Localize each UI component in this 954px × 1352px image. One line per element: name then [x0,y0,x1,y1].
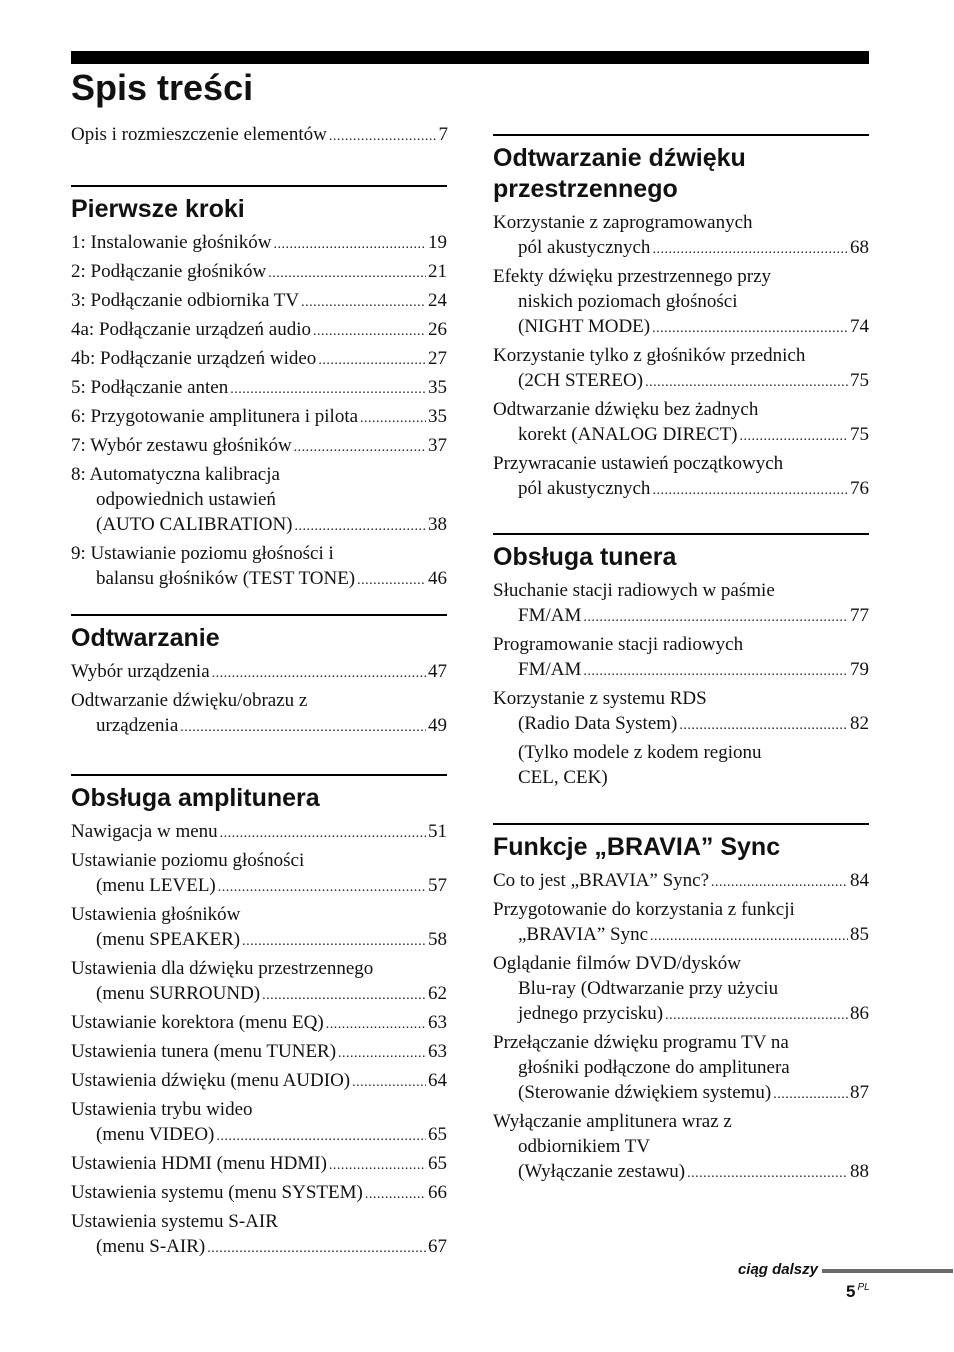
dot-leader [583,659,848,684]
dot-leader [318,348,426,373]
dot-leader [180,715,426,740]
intro-entry-block [71,122,448,149]
page-number-suffix: PL [857,1282,870,1294]
toc-entry-line: (Tylko modele z kodem regionu [518,742,762,763]
toc-page-number: 57 [428,875,447,896]
toc-page-number: 63 [428,1041,447,1062]
toc-entry [71,1039,447,1066]
toc-entry-line: Wybór urządzenia [71,661,210,682]
page-number [846,1282,870,1302]
toc-page-number: 46 [428,568,447,589]
toc-entry [71,230,447,257]
dot-leader [583,605,848,630]
toc-page-number: 65 [428,1153,447,1174]
toc-entry-line: (menu SURROUND) [96,983,261,1004]
section-heading: Pierwsze kroki [71,195,245,223]
toc-entry-line: (menu S-AIR) [96,1236,206,1257]
dot-leader [740,424,848,449]
dot-leader [665,1003,848,1028]
toc-entry [71,688,447,740]
toc-entry [71,433,447,460]
toc-entry [71,259,447,286]
toc-entry-line: (NIGHT MODE) [518,316,651,337]
dot-leader [274,232,426,257]
toc-entry-line: (menu SPEAKER) [96,929,241,950]
toc-page-number: 37 [428,435,447,456]
dot-leader [294,435,426,460]
dot-leader [650,924,848,949]
page-title: Spis treści [71,67,254,108]
toc-entry [71,1180,447,1207]
dot-leader [207,1236,426,1261]
dot-leader [220,821,426,846]
toc-page-number: 87 [850,1082,869,1103]
dot-leader [360,406,426,431]
toc-page-number: 62 [428,983,447,1004]
toc-entry-line: (2CH STEREO) [518,370,644,391]
dot-leader [365,1182,426,1207]
toc-entry-line: Przygotowanie do korzystania z funkcji [493,899,795,920]
toc-entry-line: Wyłączanie amplitunera wraz z [493,1111,732,1132]
toc-entry-line: Słuchanie stacji radiowych w paśmie [493,580,775,601]
dot-leader [329,124,437,149]
toc-page-number: 49 [428,715,447,736]
toc-entry-line: (AUTO CALIBRATION) [96,514,293,535]
toc-entry [493,897,869,949]
toc-page-number: 35 [428,377,447,398]
toc-entry-line: „BRAVIA” Sync [518,924,649,945]
toc-entry-line: pól akustycznych [518,237,651,258]
toc-page-number: 24 [428,290,447,311]
continued-label: ciąg dalszy [737,1261,818,1278]
toc-entry [71,1010,447,1037]
dot-leader [652,237,848,262]
toc-entry-line: Co to jest „BRAVIA” Sync? [493,870,710,891]
toc-entry [493,578,869,630]
section-heading: Obsługa amplitunera [71,784,320,812]
dot-leader [295,514,427,539]
toc-page-number: 47 [428,661,447,682]
toc-entry-line: Przełączanie dźwięku programu TV na [493,1032,789,1053]
toc-entry [493,1030,869,1107]
toc-entry [71,956,447,1008]
dot-leader [773,1082,848,1107]
toc-page-number: 64 [428,1070,447,1091]
toc-entry-line: Ustawienia głośników [71,904,241,925]
dot-leader [652,478,848,503]
toc-entry-line: Ustawienia HDMI (menu HDMI) [71,1153,327,1174]
toc-entry-line: Korzystanie z zaprogramowanych [493,212,753,233]
toc-entry-line: Blu-ray (Odtwarzanie przy użyciu [518,978,779,999]
toc-page-number: 66 [428,1182,447,1203]
toc-entry-line: (menu VIDEO) [96,1124,215,1145]
toc-entry-line: jednego przycisku) [518,1003,664,1024]
dot-leader [329,1153,426,1178]
toc-entry-line: (Wyłączanie zestawu) [518,1161,686,1182]
toc-entry [493,632,869,684]
toc-page-number: 85 [850,924,869,945]
section-dzwiek-przestrzenny [493,134,869,503]
toc-entry-line: Korzystanie z systemu RDS [493,688,707,709]
toc-page-number: 27 [428,348,447,369]
toc-page-number: 75 [850,424,869,445]
toc-entry-line: 8: Automatyczna kalibracja [71,464,280,485]
toc-entry [493,740,869,790]
dot-leader [262,983,426,1008]
dot-leader [687,1161,848,1186]
toc-entry-line: (Radio Data System) [518,713,678,734]
dot-leader [357,568,426,593]
dot-leader [352,1070,426,1095]
toc-entry-line: 4b: Podłączanie urządzeń wideo [71,348,317,369]
toc-entry-line: 2: Podłączanie głośników [71,261,267,282]
page-number-value: 5 [846,1282,856,1301]
toc-page-number: 67 [428,1236,447,1257]
continued-rule [822,1269,953,1273]
toc-entry-line: Ustawienia systemu S-AIR [71,1211,278,1232]
dot-leader [338,1041,426,1066]
section-heading: Odtwarzanie dźwięku przestrzennego [493,144,746,203]
toc-entry [493,951,869,1028]
toc-entry [71,288,447,315]
toc-entry-line: Opis i rozmieszczenie elementów [71,124,327,145]
toc-entry [493,343,869,395]
toc-entry [493,686,869,738]
dot-leader [268,261,426,286]
toc-entry-line: 5: Podłączanie anten [71,377,229,398]
section-heading: Obsługa tunera [493,543,677,571]
dot-leader [216,1124,426,1149]
toc-entry [493,210,869,262]
toc-page-number: 26 [428,319,447,340]
toc-entry [71,1097,447,1149]
toc-entry-line: urządzenia [96,715,179,736]
toc-entry-line: Ustawianie korektora (menu EQ) [71,1012,324,1033]
toc-entry-line: Odtwarzanie dźwięku/obrazu z [71,690,308,711]
section-heading: Funkcje „BRAVIA” Sync [493,833,781,861]
toc-page-number: 86 [850,1003,869,1024]
toc-entry [71,122,448,149]
toc-entry-line: 4a: Podłączanie urządzeń audio [71,319,312,340]
toc-entry-line: FM/AM [518,659,582,680]
toc-entry-line: odpowiednich ustawień [96,489,276,510]
toc-entry [71,1151,447,1178]
toc-entry [493,264,869,341]
toc-entry-line: Odtwarzanie dźwięku bez żadnych [493,399,759,420]
toc-entry-line: Ustawienia trybu wideo [71,1099,253,1120]
dot-leader [313,319,426,344]
toc-entry-line: Nawigacja w menu [71,821,218,842]
toc-entry-line: Ustawianie poziomu głośności [71,850,305,871]
dot-leader [326,1012,426,1037]
toc-entry [71,819,447,846]
toc-entry [71,659,447,686]
toc-entry [493,397,869,449]
toc-entry-line: Efekty dźwięku przestrzennego przy [493,266,772,287]
top-rule [71,51,869,64]
toc-page-number: 38 [428,514,447,535]
toc-entry [71,902,447,954]
section-pierwsze-kroki [71,185,447,593]
toc-entry [71,462,447,539]
toc-entry [493,1109,869,1186]
toc-entry [493,451,869,503]
toc-page-number: 19 [428,232,447,253]
toc-entry-line: FM/AM [518,605,582,626]
dot-leader [212,661,426,686]
toc-page-number: 21 [428,261,447,282]
toc-entry-line: balansu głośników (TEST TONE) [96,568,356,589]
dot-leader [301,290,426,315]
toc-entry-line: Programowanie stacji radiowych [493,634,744,655]
toc-entry-line: Korzystanie tylko z głośników przednich [493,345,806,366]
toc-entry-line: Ustawienia dźwięku (menu AUDIO) [71,1070,351,1091]
toc-page-number: 79 [850,659,869,680]
toc-page-number: 65 [428,1124,447,1145]
toc-entry-line: 7: Wybór zestawu głośników [71,435,292,456]
section-odtwarzanie [71,614,447,740]
toc-entry-line: 3: Podłączanie odbiornika TV [71,290,300,311]
toc-entry [71,346,447,373]
dot-leader [230,377,426,402]
toc-entry-line: niskich poziomach głośności [518,291,738,312]
toc-entry [71,317,447,344]
toc-entry-line: Przywracanie ustawień początkowych [493,453,784,474]
toc-page-number: 74 [850,316,869,337]
toc-page-number: 84 [850,870,869,891]
toc-entry [71,404,447,431]
dot-leader [218,875,426,900]
toc-entry-line: (Sterowanie dźwiękiem systemu) [518,1082,772,1103]
toc-entry-line: Ustawienia dla dźwięku przestrzennego [71,958,374,979]
toc-entry-line: korekt (ANALOG DIRECT) [518,424,738,445]
toc-entry-line: 6: Przygotowanie amplitunera i pilota [71,406,359,427]
dot-leader [242,929,426,954]
section-heading: Odtwarzanie [71,624,220,652]
dot-leader [679,713,848,738]
toc-entry [71,1068,447,1095]
toc-entry [71,1209,447,1261]
toc-page-number: 82 [850,713,869,734]
toc-entry [71,375,447,402]
toc-entry [493,868,869,895]
toc-entry-line: odbiornikiem TV [518,1136,651,1157]
toc-entry-line: Oglądanie filmów DVD/dysków [493,953,742,974]
toc-entry-line: Ustawienia tunera (menu TUNER) [71,1041,337,1062]
dot-leader [645,370,848,395]
toc-page-number: 75 [850,370,869,391]
section-obsluga-tunera [493,533,869,790]
toc-page-number: 35 [428,406,447,427]
toc-entry-line: CEL, CEK) [518,767,608,788]
dot-leader [652,316,848,341]
toc-entry-line: Ustawienia systemu (menu SYSTEM) [71,1182,363,1203]
toc-page-number: 88 [850,1161,869,1182]
toc-entry-line: głośniki podłączone do amplitunera [518,1057,790,1078]
toc-entry-line: 9: Ustawianie poziomu głośności i [71,543,334,564]
toc-entry-line: 1: Instalowanie głośników [71,232,272,253]
toc-entry-line: pól akustycznych [518,478,651,499]
toc-entry [71,541,447,593]
dot-leader [711,870,848,895]
toc-page-number: 63 [428,1012,447,1033]
toc-page-number: 58 [428,929,447,950]
toc-page-number: 77 [850,605,869,626]
section-bravia-sync [493,823,869,1186]
toc-page-number: 7 [438,124,448,145]
toc-page-number: 76 [850,478,869,499]
toc-entry-line: (menu LEVEL) [96,875,216,896]
toc-entry [71,848,447,900]
toc-page-number: 68 [850,237,869,258]
section-obsluga-amplitunera [71,774,447,1261]
toc-page-number: 51 [428,821,447,842]
